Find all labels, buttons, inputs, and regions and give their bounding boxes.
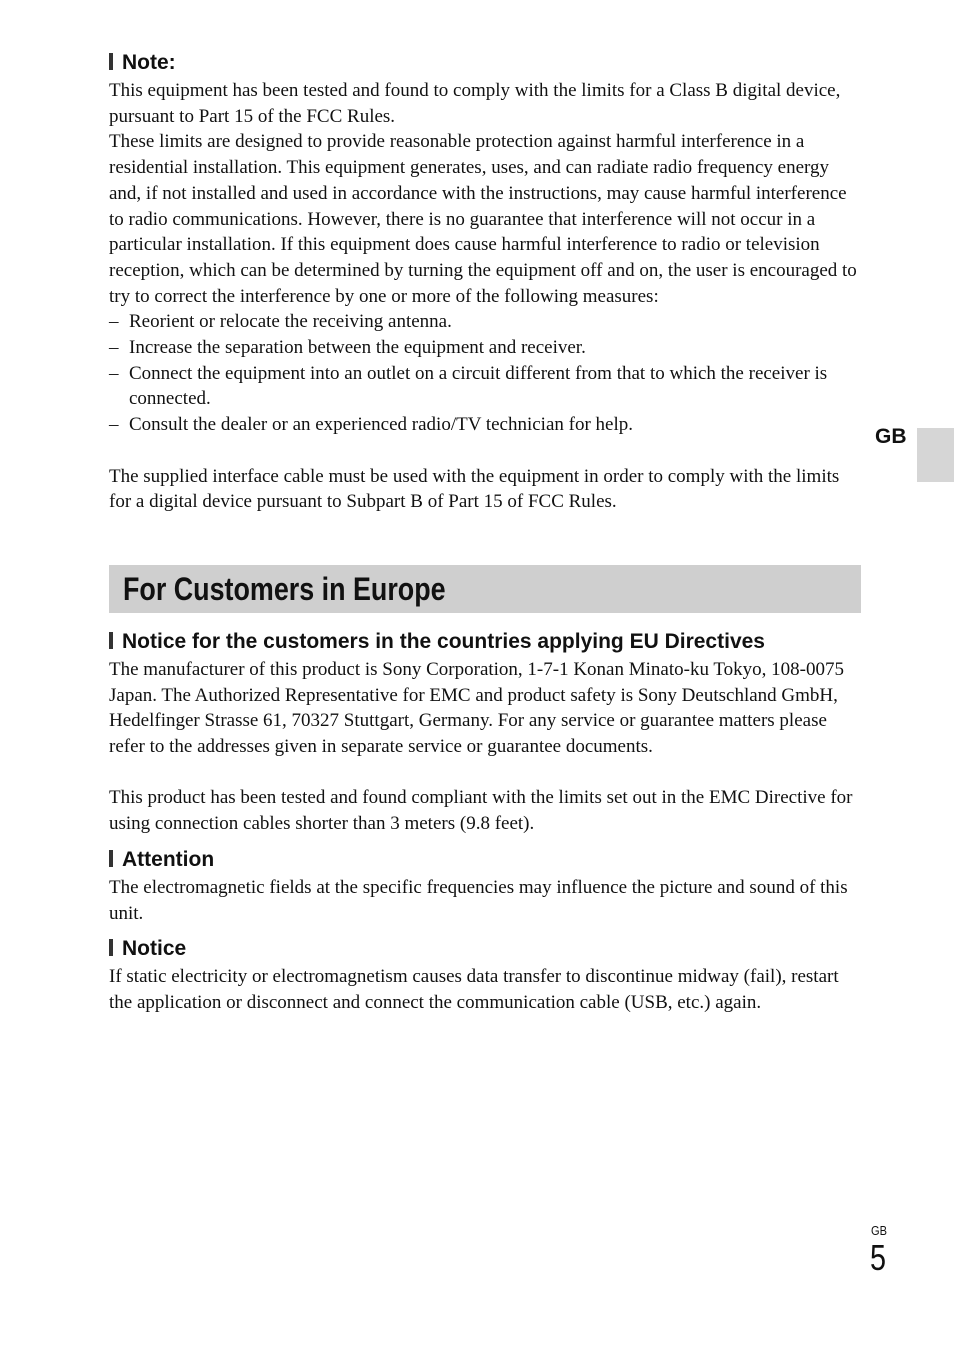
dash-bullet: – xyxy=(109,414,119,436)
note-paragraph-2: These limits are designed to provide reasonable protection against harmful interference in a residential installation. This equipment generates, uses, and can radiate radio frequency energy and, if not installed and used in accordance with the instructions, may cause harmful interference to radio communications. However, there is no guarantee that interference will not occur in a particular installation. If this equipment does cause harmful interference to radio or television reception, which can be determined by turning the equipment off and on, the user is encouraged to try to correct the interference by one or more of the following measures: xyxy=(109,131,857,307)
heading-bar-icon xyxy=(109,53,113,70)
list-item-text: Reorient or relocate the receiving antenna. xyxy=(129,311,452,333)
attention-heading xyxy=(109,845,861,875)
section-banner xyxy=(109,565,861,613)
heading-bar-icon xyxy=(109,632,113,649)
list-item xyxy=(109,335,861,361)
attention-paragraph: The electromagnetic fields at the specific frequencies may influence the picture and sound of this unit. xyxy=(109,876,848,924)
note-heading xyxy=(109,48,861,78)
footer-language: GB xyxy=(871,1223,887,1238)
eu-notice-paragraph-1: The manufacturer of this product is Sony Corporation, 1-7-1 Konan Minato-ku Tokyo, 108-0075 Japan. The Authorized Representative for EMC and product safety is Sony Deutschland GmbH, Hedelfinger Strasse 61, 70327 Stuttgart, Germany. For any service or guarantee matters please refer to the addresses given in separate service or guarantee documents. xyxy=(109,658,844,758)
heading-bar-icon xyxy=(109,850,113,867)
attention-heading-label: Attention xyxy=(122,847,215,871)
notice-paragraph: If static electricity or electromagnetism causes data transfer to discontinue midway (fail), restart the application or disconnect and connect the communication cable (USB, etc.) again. xyxy=(109,966,839,1013)
spacer xyxy=(109,438,861,464)
list-item xyxy=(109,361,861,412)
notice-heading-label: Notice xyxy=(122,937,187,961)
page-content xyxy=(109,48,861,1016)
list-item xyxy=(109,309,861,335)
list-item-text: Increase the separation between the equipment and receiver. xyxy=(129,337,586,359)
eu-notice-heading xyxy=(109,627,861,657)
eu-notice-paragraph-2: This product has been tested and found compliant with the limits set out in the EMC Directive for using connection cables shorter than 3 meters (9.8 feet). xyxy=(109,787,853,835)
language-side-tab xyxy=(917,428,954,482)
note-paragraph-3: The supplied interface cable must be used with the equipment in order to comply with the limits for a digital device pursuant to Subpart B of Part 15 of FCC Rules. xyxy=(109,465,840,513)
heading-bar-icon xyxy=(109,939,113,956)
eu-notice-heading-label: Notice for the customers in the countries applying EU Directives xyxy=(122,629,765,653)
list-item-text: Consult the dealer or an experienced radio/TV technician for help. xyxy=(129,414,634,436)
note-heading-label: Note: xyxy=(122,51,176,74)
measures-list xyxy=(109,309,861,438)
language-side-label: GB xyxy=(875,425,907,448)
dash-bullet: – xyxy=(109,362,119,384)
page-number: 5 xyxy=(870,1237,887,1278)
spacer xyxy=(109,760,861,786)
section-title: For Customers in Europe xyxy=(123,570,446,607)
list-item xyxy=(109,412,861,438)
notice-heading xyxy=(109,934,861,964)
dash-bullet: – xyxy=(109,311,119,333)
dash-bullet: – xyxy=(109,337,119,359)
note-paragraph-1: This equipment has been tested and found to comply with the limits for a Class B digital device, pursuant to Part 15 of the FCC Rules. xyxy=(109,80,841,127)
list-item-text: Connect the equipment into an outlet on a circuit different from that to which the receiver is connected. xyxy=(129,362,828,410)
